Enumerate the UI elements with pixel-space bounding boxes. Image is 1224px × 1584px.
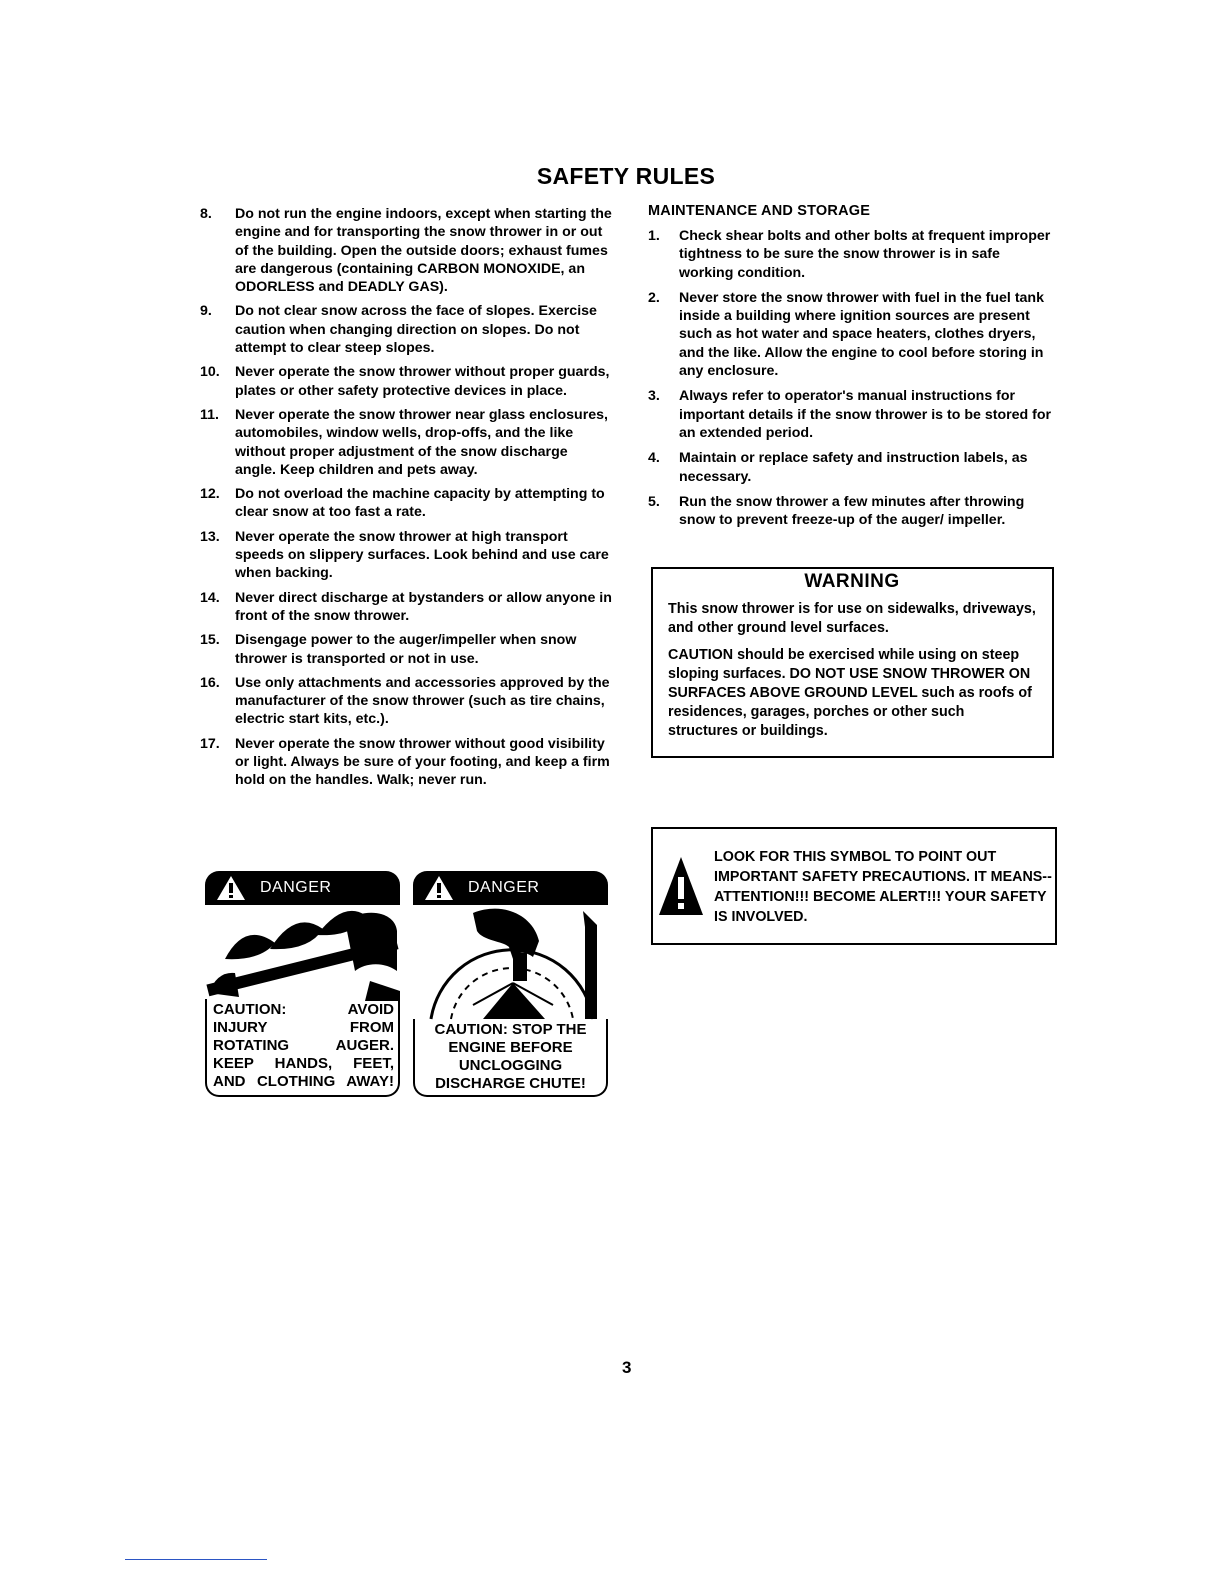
item-number: 2. bbox=[648, 289, 660, 306]
list-item bbox=[200, 631, 612, 668]
list-item bbox=[200, 302, 612, 357]
warning-triangle-icon bbox=[659, 857, 703, 915]
item-text: Disengage power to the auger/impeller when snow thrower is transported or not in use. bbox=[235, 632, 577, 667]
list-item bbox=[200, 589, 612, 626]
decal-header-label: DANGER bbox=[260, 879, 332, 896]
item-number: 4. bbox=[648, 450, 660, 467]
decal-caption: CAUTION: STOP THE ENGINE BEFORE UNCLOGGING DISCHARGE CHUTE! bbox=[413, 1019, 608, 1097]
left-column bbox=[200, 205, 612, 796]
item-text: Always refer to operator's manual instructions for important details if the snow thrower is to be stored for an extended period. bbox=[679, 388, 1052, 441]
decal-header-label: DANGER bbox=[468, 879, 540, 896]
item-number: 3. bbox=[648, 388, 660, 405]
item-text: Never operate the snow thrower without good visibility or light. Always be sure of your footing, and keep a firm hold on the handles. Walk; never run. bbox=[235, 735, 610, 789]
warning-triangle-icon bbox=[217, 876, 245, 900]
warning-triangle-icon bbox=[425, 876, 453, 900]
item-text: Do not run the engine indoors, except when starting the engine and for transporting the snow thrower in or out of the building. Open the outside doors; exhaust fumes are dangerous (containing CARBON MONOXIDE, an ODORLESS and DEADLY GAS). bbox=[235, 206, 612, 296]
safety-rules-list bbox=[200, 205, 612, 790]
warning-paragraph: CAUTION should be exercised while using on steep sloping surfaces. DO NOT USE SNOW THROWER ON SURFACES ABOVE GROUND LEVEL such as roofs of residences, garages, porches or other such structures or buildings. bbox=[668, 647, 1032, 739]
item-text: Run the snow thrower a few minutes after throwing snow to prevent freeze-up of the auger/ impeller. bbox=[679, 493, 1025, 529]
list-item bbox=[200, 485, 612, 522]
page-number: 3 bbox=[622, 1358, 632, 1377]
warning-box bbox=[651, 567, 1054, 758]
item-number: 1. bbox=[648, 228, 660, 244]
maintenance-list bbox=[648, 227, 1058, 529]
warning-paragraph: This snow thrower is for use on sidewalks, driveways, and other ground level surfaces. bbox=[668, 601, 1036, 636]
item-number: 12. bbox=[200, 486, 220, 503]
list-item bbox=[648, 449, 1058, 486]
item-number: 17. bbox=[200, 735, 220, 752]
footnote-rule bbox=[125, 1559, 267, 1560]
item-number: 13. bbox=[200, 528, 220, 545]
decal-header bbox=[413, 871, 608, 905]
item-text: Maintain or replace safety and instruction labels, as necessary. bbox=[679, 450, 1028, 485]
item-text: Do not clear snow across the face of slopes. Exercise caution when changing direction on slopes. Do not attempt to clear steep slopes. bbox=[235, 303, 597, 357]
maintenance-heading: MAINTENANCE AND STORAGE bbox=[648, 203, 871, 219]
page-title: SAFETY RULES bbox=[536, 163, 716, 189]
item-text: Check shear bolts and other bolts at frequent improper tightness to be sure the snow thrower is in safe working condition. bbox=[679, 228, 1051, 281]
list-item bbox=[648, 227, 1058, 282]
item-text: Use only attachments and accessories approved by the manufacturer of the snow thrower (such as tire chains, electric start kits, etc.). bbox=[235, 674, 610, 728]
item-number: 11. bbox=[200, 406, 219, 423]
item-number: 8. bbox=[200, 206, 212, 222]
item-text: Never direct discharge at bystanders or allow anyone in front of the snow thrower. bbox=[235, 589, 612, 624]
item-text: Never operate the snow thrower at high transport speeds on slippery surfaces. Look behind and use care when backing. bbox=[235, 528, 609, 582]
safety-symbol-box bbox=[651, 827, 1057, 945]
warning-title: WARNING bbox=[804, 571, 900, 592]
item-text: Never store the snow thrower with fuel in the fuel tank inside a building where ignition sources are present such as hot water and space heaters, clothes dryers, and the like. Allow the engine to cool before storing in any enclosure. bbox=[679, 289, 1044, 380]
item-number: 10. bbox=[200, 364, 220, 381]
list-item bbox=[200, 406, 612, 479]
list-item bbox=[648, 493, 1058, 530]
list-item bbox=[200, 363, 612, 400]
list-item bbox=[648, 289, 1058, 380]
danger-decal-auger bbox=[205, 871, 400, 1097]
item-text: Never operate the snow thrower without proper guards, plates or other safety protective devices in place. bbox=[235, 364, 610, 399]
rotating-auger-icon bbox=[205, 901, 400, 1001]
item-number: 9. bbox=[200, 303, 212, 320]
item-number: 16. bbox=[200, 674, 220, 691]
list-item bbox=[200, 528, 612, 583]
discharge-chute-hand-icon bbox=[413, 901, 608, 1021]
item-text: Never operate the snow thrower near glass enclosures, automobiles, window wells, drop-offs, and the like without proper adjustment of the snow discharge angle. Keep children and pets away. bbox=[235, 406, 608, 478]
safety-symbol-text: LOOK FOR THIS SYMBOL TO POINT OUT IMPORTANT SAFETY PRECAUTIONS. IT MEANS--ATTENTION!!! BECOME ALERT!!! YOUR SAFETY IS INVOLVED. bbox=[714, 849, 1052, 925]
list-item bbox=[200, 735, 612, 790]
list-item bbox=[648, 387, 1058, 442]
danger-decal-chute bbox=[413, 871, 608, 1097]
item-text: Do not overload the machine capacity by attempting to clear snow at too fast a rate. bbox=[235, 486, 605, 521]
list-item bbox=[200, 674, 612, 729]
list-item bbox=[200, 205, 612, 296]
item-number: 5. bbox=[648, 493, 660, 510]
item-number: 14. bbox=[200, 589, 220, 606]
right-column bbox=[648, 203, 1058, 536]
decal-caption: CAUTION: AVOID INJURY FROM ROTATING AUGER. KEEP HANDS, FEET, AND CLOTHING AWAY! bbox=[205, 999, 400, 1097]
item-number: 15. bbox=[200, 632, 220, 649]
decal-header bbox=[205, 871, 400, 905]
